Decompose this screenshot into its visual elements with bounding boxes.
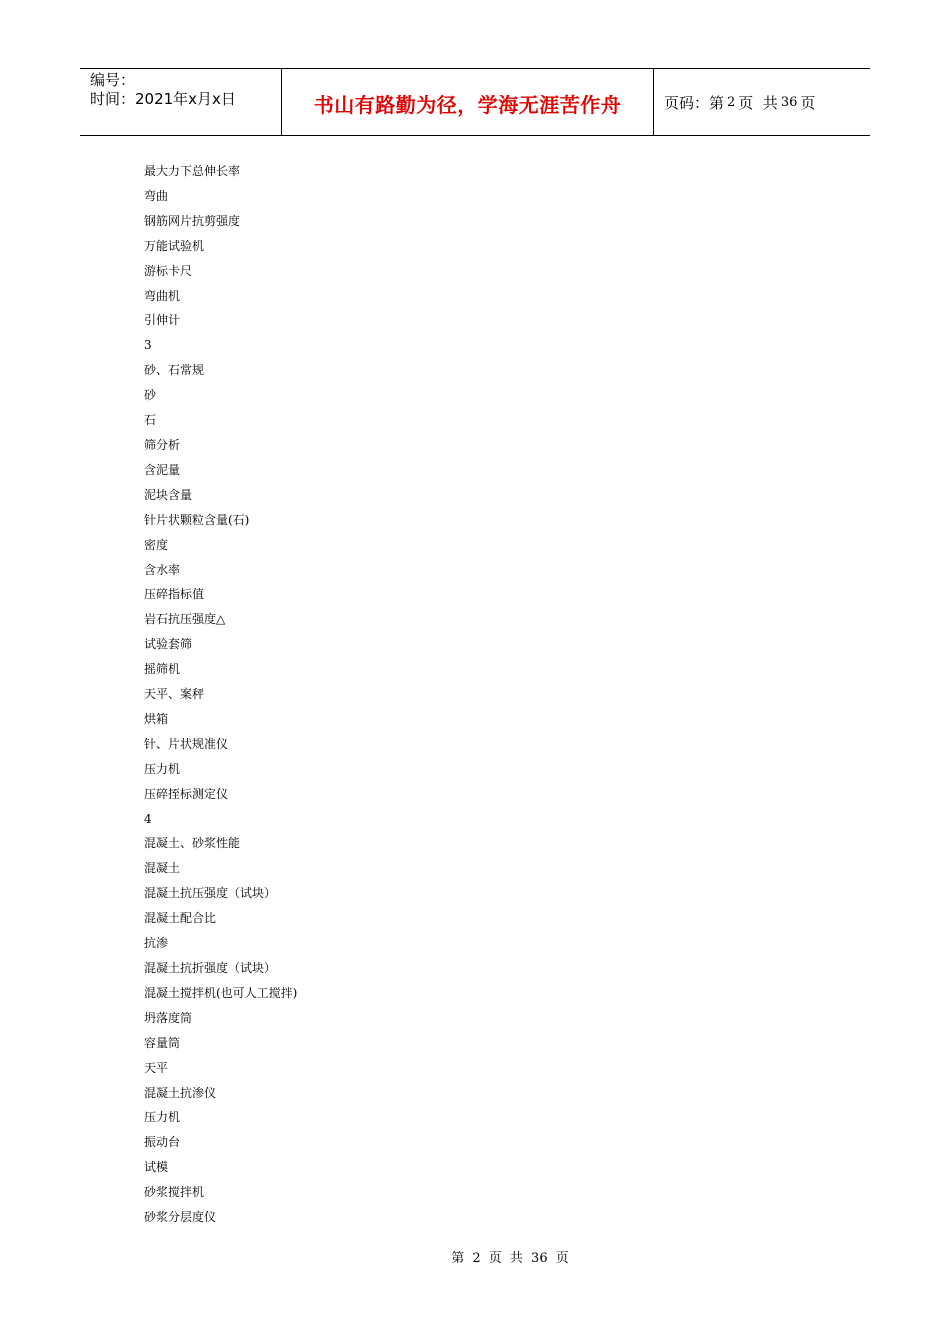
content-line: 振动台: [144, 1135, 181, 1150]
content-line: 万能试验机: [144, 238, 205, 253]
content-line: 混凝土抗渗仪: [144, 1085, 217, 1100]
content-line: 混凝土抗压强度（试块）: [144, 886, 277, 901]
content-line: 混凝土配合比: [144, 911, 217, 926]
content-line: 压力机: [144, 761, 181, 776]
content-line: 坍落度筒: [144, 1010, 193, 1025]
content-line: 砂: [144, 388, 157, 403]
header-motto-cell: [282, 69, 654, 135]
content-line: 游标卡尺: [144, 263, 193, 278]
content-line: 弯曲: [144, 188, 169, 203]
content-line: 混凝土、砂浆性能: [144, 836, 241, 851]
page-suffix: 页: [800, 93, 816, 112]
content-line: 4: [144, 811, 152, 826]
content-line: 含泥量: [144, 462, 181, 477]
content-line: 钢筋网片抗剪强度: [144, 213, 241, 228]
content-line: 摇筛机: [144, 662, 181, 677]
content-line: 混凝土: [144, 861, 181, 876]
content-line: 砂浆分层度仪: [144, 1210, 217, 1225]
content-line: 泥块含量: [144, 487, 193, 502]
content-line: 试验套筛: [144, 637, 193, 652]
page-footer: 第 2 页 共 36 页: [451, 1251, 569, 1266]
content-line: 筛分析: [144, 437, 181, 452]
content-line: 岩石抗压强度△: [144, 612, 226, 627]
content-line: 3: [144, 338, 152, 353]
document-date: 时间：2021年x月x日: [90, 90, 236, 108]
content-line: 弯曲机: [144, 288, 181, 303]
header-motto: 书山有路勤为径，学海无涯苦作舟: [313, 92, 622, 117]
content-list: [144, 161, 297, 1232]
content-line: 砂浆搅拌机: [144, 1185, 205, 1200]
page-mid: 页 共: [738, 93, 778, 112]
content-line: 抗渗: [144, 936, 169, 951]
content-line: 混凝土抗折强度（试块）: [144, 961, 277, 975]
content-line: 压碎挃标测定仪: [144, 786, 229, 801]
content-line: 最大力下总伸长率: [144, 164, 241, 178]
header-page-info: [654, 69, 870, 135]
page-header: [80, 68, 870, 136]
document-code-label: 编号：: [90, 71, 136, 89]
content-line: 压碎指标值: [144, 587, 205, 602]
page-prefix: 页码：第: [664, 93, 725, 112]
content-line: 天平: [144, 1060, 169, 1075]
header-meta: [80, 69, 282, 135]
content-line: 压力机: [144, 1110, 181, 1125]
content-line: 砂、石常规: [144, 363, 205, 378]
content-line: 针、片状规准仪: [144, 736, 229, 751]
content-line: 引伸计: [144, 313, 181, 328]
content-line: 混凝土搅拌机(也可人工搅拌): [144, 985, 298, 1000]
content-line: 含水率: [144, 562, 181, 577]
page-current-number: 2: [727, 94, 736, 110]
content-line: 烘箱: [144, 711, 169, 726]
page-total-number: 36: [780, 94, 798, 110]
content-line: 试模: [144, 1160, 169, 1175]
content-line: 石: [144, 413, 157, 428]
content-line: 容量筒: [144, 1035, 181, 1050]
content-line: 天平、案秤: [144, 687, 205, 702]
content-line: 密度: [144, 537, 169, 552]
content-line: 针片状颗粒含量(石): [144, 512, 250, 527]
